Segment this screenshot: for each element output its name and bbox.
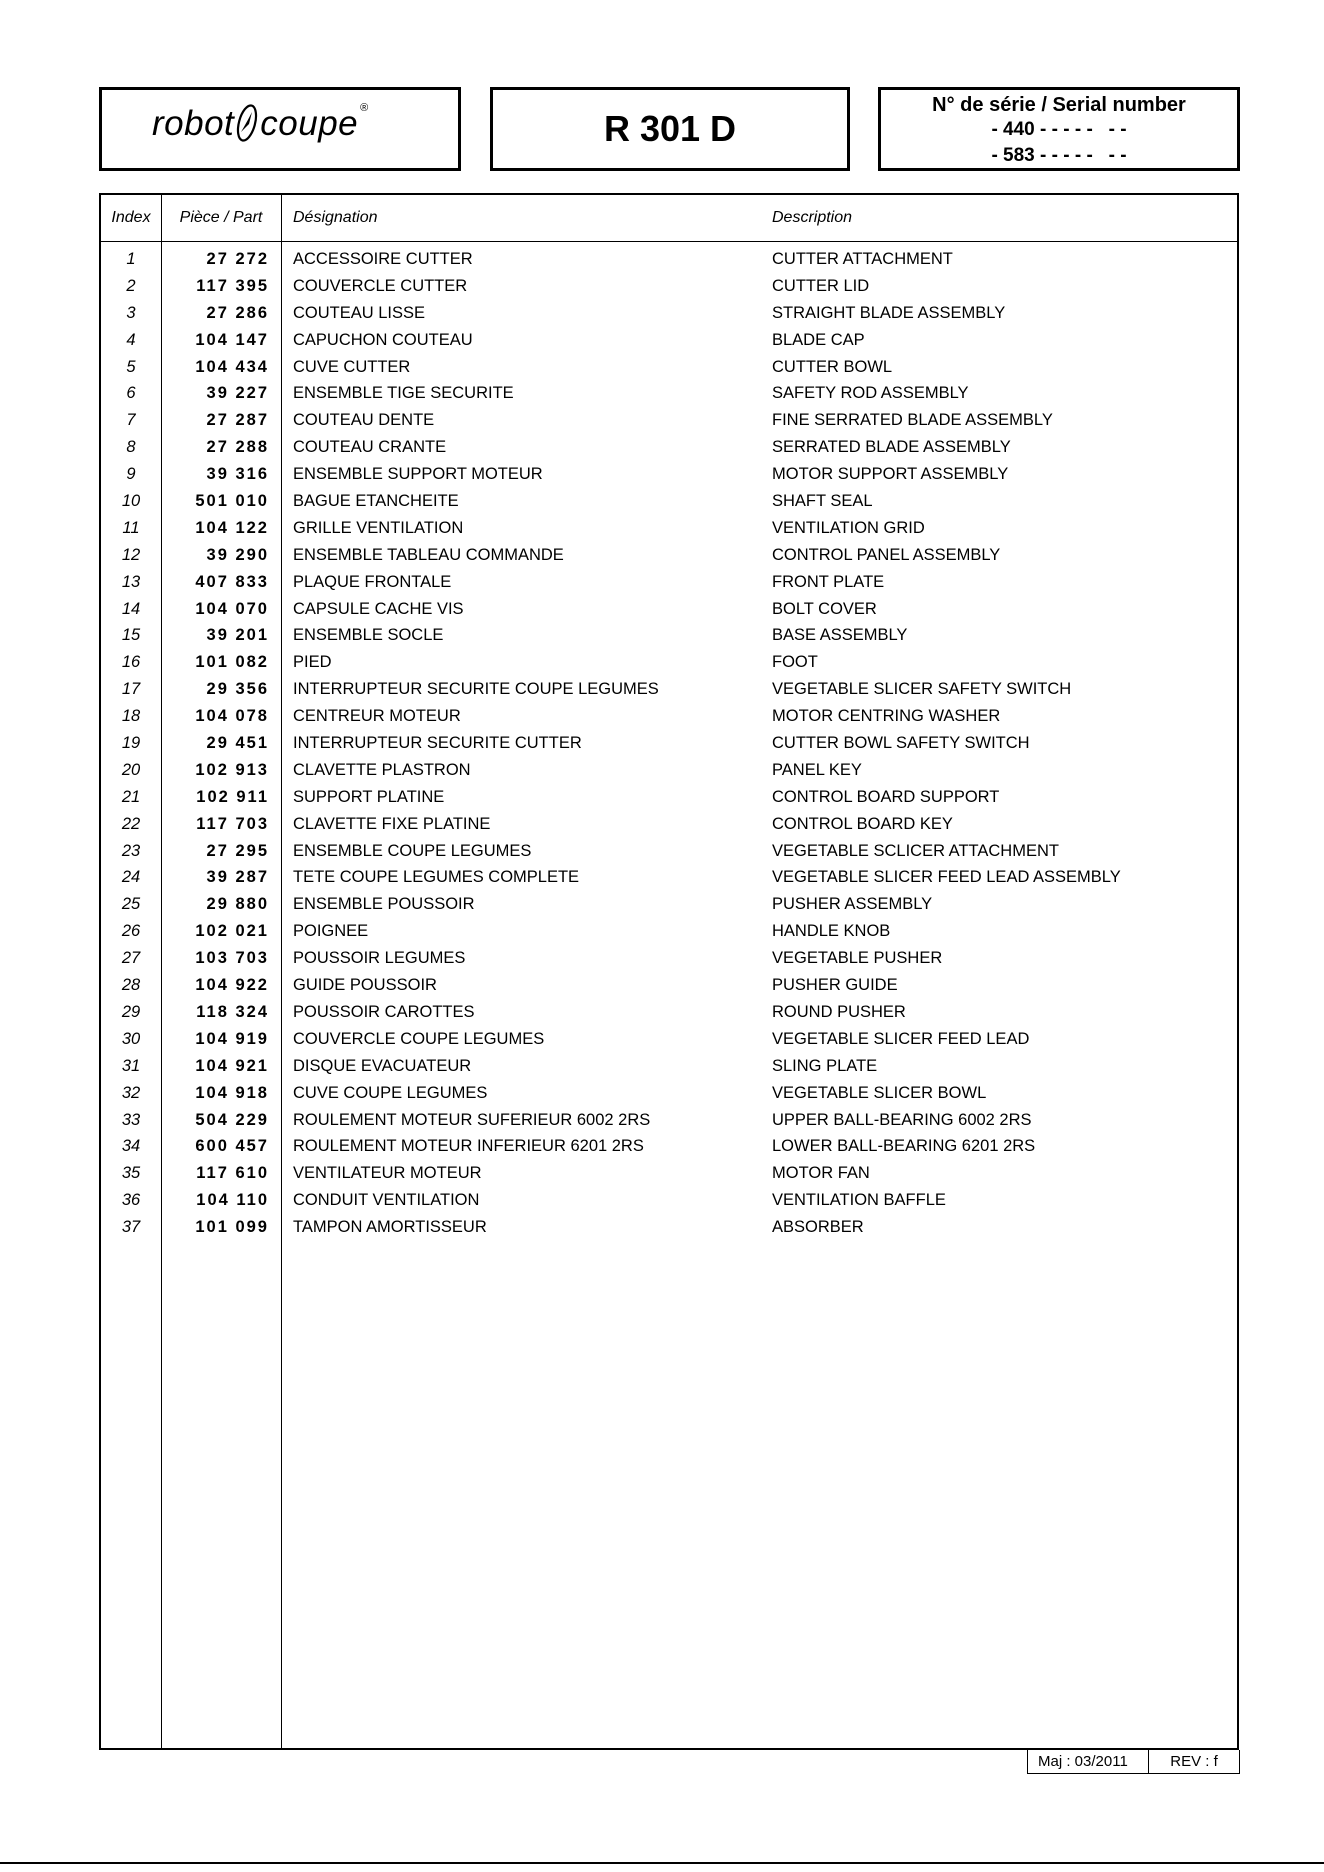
- designation-fr: GUIDE POUSSOIR: [293, 976, 437, 995]
- part-number: 104 070: [195, 599, 269, 618]
- table-row: [101, 971, 1237, 998]
- designation-fr: CENTREUR MOTEUR: [293, 707, 461, 726]
- header-divider: [101, 241, 1237, 242]
- row-index: 19: [121, 734, 141, 753]
- part-number: 101 082: [195, 653, 269, 672]
- table-row: [101, 783, 1237, 810]
- model-number: R 301 D: [603, 108, 737, 149]
- description-en: BLADE CAP: [772, 330, 865, 349]
- description-en: CONTROL BOARD SUPPORT: [772, 787, 1000, 806]
- part-number: 27 272: [206, 250, 269, 268]
- designation-fr: COUVERCLE CUTTER: [293, 276, 468, 295]
- designation-fr: TETE COUPE LEGUMES COMPLETE: [293, 868, 580, 887]
- part-number: 407 833: [195, 572, 269, 591]
- table-row: [101, 514, 1237, 541]
- part-number: 27 288: [206, 438, 269, 457]
- part-number: 102 021: [195, 922, 269, 941]
- part-number: 104 919: [195, 1029, 269, 1048]
- blade-swirl-icon: [232, 102, 262, 144]
- description-en: FOOT: [772, 653, 818, 672]
- serial-title: N° de série / Serial number: [932, 94, 1186, 116]
- part-number: 501 010: [195, 492, 269, 511]
- designation-fr: CUVE CUTTER: [293, 357, 411, 376]
- part-number: 118 324: [196, 1002, 269, 1021]
- table-row: [101, 1132, 1237, 1159]
- description-en: VEGETABLE SLICER FEED LEAD ASSEMBLY: [772, 868, 1121, 887]
- table-row: [101, 1186, 1237, 1213]
- registered-mark: ®: [360, 102, 369, 114]
- parts-table: [99, 193, 1239, 1750]
- row-index: 34: [121, 1137, 141, 1156]
- designation-fr: INTERRUPTEUR SECURITE CUTTER: [293, 734, 582, 753]
- table-row: [101, 353, 1237, 380]
- description-en: CONTROL PANEL ASSEMBLY: [772, 545, 1001, 564]
- table-row: [101, 1052, 1237, 1079]
- description-en: CUTTER ATTACHMENT: [772, 250, 953, 268]
- table-row: [101, 702, 1237, 729]
- row-index: 37: [121, 1218, 141, 1237]
- description-en: ROUND PUSHER: [772, 1002, 906, 1021]
- robot-coupe-logo: [152, 104, 369, 147]
- part-number: 104 921: [195, 1056, 269, 1075]
- row-index: 33: [121, 1110, 141, 1129]
- part-number: 600 457: [195, 1137, 269, 1156]
- description-en: CUTTER LID: [772, 276, 870, 295]
- designation-fr: POUSSOIR LEGUMES: [293, 949, 466, 968]
- table-row: [101, 1213, 1237, 1240]
- designation-fr: COUTEAU CRANTE: [293, 438, 447, 457]
- logo-box: [99, 87, 461, 171]
- table-row: [101, 917, 1237, 944]
- row-index: 27: [121, 949, 141, 968]
- row-index: 22: [121, 814, 141, 833]
- description-en: LOWER BALL-BEARING 6201 2RS: [772, 1137, 1036, 1156]
- description-en: BOLT COVER: [772, 599, 877, 618]
- description-en: MOTOR SUPPORT ASSEMBLY: [772, 465, 1009, 484]
- part-number: 117 703: [196, 814, 269, 833]
- part-number: 104 078: [195, 707, 269, 726]
- description-en: HANDLE KNOB: [772, 922, 891, 941]
- logo-text-left: robot: [152, 104, 235, 143]
- designation-fr: VENTILATEUR MOTEUR: [293, 1164, 482, 1183]
- model-box: [490, 87, 850, 171]
- designation-fr: CAPSULE CACHE VIS: [293, 599, 464, 618]
- designation-fr: ENSEMBLE POUSSOIR: [293, 895, 475, 914]
- table-row: [101, 299, 1237, 326]
- description-en: CUTTER BOWL: [772, 357, 893, 376]
- table-row: [101, 837, 1237, 864]
- row-index: 35: [121, 1164, 141, 1183]
- table-row: [101, 648, 1237, 675]
- table-row: [101, 379, 1237, 406]
- description-en: CUTTER BOWL SAFETY SWITCH: [772, 734, 1030, 753]
- row-index: 17: [121, 680, 141, 699]
- table-row: [101, 1159, 1237, 1186]
- row-index: 23: [121, 841, 141, 860]
- row-index: 11: [122, 518, 140, 537]
- row-index: 4: [126, 330, 136, 349]
- part-number: 104 918: [195, 1083, 269, 1102]
- part-number: 101 099: [195, 1218, 269, 1237]
- description-en: FRONT PLATE: [772, 572, 885, 591]
- table-row: [101, 460, 1237, 487]
- designation-fr: CONDUIT VENTILATION: [293, 1191, 480, 1210]
- part-number: 39 290: [206, 545, 269, 564]
- part-number: 104 147: [195, 330, 269, 349]
- part-number: 102 911: [196, 787, 269, 806]
- table-row: [101, 1025, 1237, 1052]
- part-number: 29 451: [206, 734, 269, 753]
- row-index: 13: [121, 572, 141, 591]
- description-en: SAFETY ROD ASSEMBLY: [772, 384, 969, 403]
- column-header-part: Pièce / Part: [179, 209, 263, 226]
- description-en: SERRATED BLADE ASSEMBLY: [772, 438, 1011, 457]
- row-index: 8: [126, 438, 136, 457]
- table-row: [101, 433, 1237, 460]
- designation-fr: ENSEMBLE SOCLE: [293, 626, 444, 645]
- row-index: 29: [121, 1002, 141, 1021]
- designation-fr: COUTEAU DENTE: [293, 411, 435, 430]
- description-en: ABSORBER: [772, 1218, 864, 1237]
- designation-fr: BAGUE ETANCHEITE: [293, 492, 459, 511]
- part-number: 27 286: [206, 303, 269, 322]
- row-index: 20: [121, 760, 141, 779]
- description-en: BASE ASSEMBLY: [772, 626, 908, 645]
- row-index: 24: [121, 868, 141, 887]
- part-number: 27 287: [206, 411, 269, 430]
- designation-fr: CLAVETTE FIXE PLATINE: [293, 814, 491, 833]
- description-en: SHAFT SEAL: [772, 492, 873, 511]
- part-number: 104 434: [195, 357, 269, 376]
- row-index: 30: [121, 1029, 141, 1048]
- table-row: [101, 756, 1237, 783]
- designation-fr: COUTEAU LISSE: [293, 303, 426, 322]
- row-index: 36: [121, 1191, 141, 1210]
- row-index: 7: [126, 411, 136, 430]
- description-en: VEGETABLE SLICER BOWL: [772, 1083, 987, 1102]
- table-row: [101, 406, 1237, 433]
- table-row: [101, 568, 1237, 595]
- row-index: 10: [121, 492, 141, 511]
- table-row: [101, 621, 1237, 648]
- part-number: 117 395: [196, 276, 269, 295]
- table-row: [101, 272, 1237, 299]
- table-row: [101, 675, 1237, 702]
- row-index: 26: [121, 922, 141, 941]
- column-header-description: Description: [772, 209, 853, 226]
- designation-fr: POUSSOIR CAROTTES: [293, 1002, 475, 1021]
- row-index: 1: [126, 250, 136, 268]
- part-number: 102 913: [195, 760, 269, 779]
- row-index: 15: [121, 626, 141, 645]
- description-en: VEGETABLE SLICER SAFETY SWITCH: [772, 680, 1072, 699]
- part-number: 29 356: [206, 680, 269, 699]
- row-index: 12: [121, 545, 141, 564]
- row-index: 9: [126, 465, 136, 484]
- update-date: Maj : 03/2011: [1028, 1750, 1149, 1773]
- row-index: 25: [121, 895, 141, 914]
- description-en: VEGETABLE SCLICER ATTACHMENT: [772, 841, 1059, 860]
- designation-fr: ACCESSOIRE CUTTER: [293, 250, 473, 268]
- designation-fr: INTERRUPTEUR SECURITE COUPE LEGUMES: [293, 680, 659, 699]
- description-en: STRAIGHT BLADE ASSEMBLY: [772, 303, 1006, 322]
- description-en: MOTOR CENTRING WASHER: [772, 707, 1001, 726]
- designation-fr: SUPPORT PLATINE: [293, 787, 445, 806]
- part-number: 39 201: [206, 626, 269, 645]
- designation-fr: CUVE COUPE LEGUMES: [293, 1083, 488, 1102]
- designation-fr: ENSEMBLE TIGE SECURITE: [293, 384, 514, 403]
- description-en: VEGETABLE PUSHER: [772, 949, 943, 968]
- designation-fr: PLAQUE FRONTALE: [293, 572, 452, 591]
- description-en: SLING PLATE: [772, 1056, 878, 1075]
- row-index: 32: [121, 1083, 141, 1102]
- description-en: CONTROL BOARD KEY: [772, 814, 953, 833]
- table-row: [101, 595, 1237, 622]
- row-index: 21: [121, 787, 141, 806]
- row-index: 2: [126, 276, 136, 295]
- row-index: 16: [121, 653, 141, 672]
- part-number: 39 287: [206, 868, 269, 887]
- row-index: 3: [126, 303, 136, 322]
- part-number: 39 227: [206, 384, 269, 403]
- designation-fr: ROULEMENT MOTEUR SUFERIEUR 6002 2RS: [293, 1110, 651, 1129]
- table-row: [101, 1106, 1237, 1133]
- revision-label: REV : f: [1170, 1753, 1218, 1770]
- designation-fr: TAMPON AMORTISSEUR: [293, 1218, 487, 1237]
- table-row: [101, 810, 1237, 837]
- description-en: VEGETABLE SLICER FEED LEAD: [772, 1029, 1030, 1048]
- description-en: PUSHER ASSEMBLY: [772, 895, 933, 914]
- table-row: [101, 245, 1237, 272]
- column-header-designation: Désignation: [293, 209, 378, 226]
- part-number: 504 229: [195, 1110, 269, 1129]
- row-index: 5: [126, 357, 136, 376]
- table-row: [101, 944, 1237, 971]
- table-row: [101, 541, 1237, 568]
- designation-fr: CLAVETTE PLASTRON: [293, 760, 471, 779]
- column-header-index: Index: [111, 209, 151, 226]
- designation-fr: GRILLE VENTILATION: [293, 518, 464, 537]
- part-number: 103 703: [195, 949, 269, 968]
- description-en: VENTILATION BAFFLE: [772, 1191, 946, 1210]
- designation-fr: ROULEMENT MOTEUR INFERIEUR 6201 2RS: [293, 1137, 644, 1156]
- row-index: 14: [121, 599, 141, 618]
- table-row: [101, 998, 1237, 1025]
- description-en: MOTOR FAN: [772, 1164, 870, 1183]
- designation-fr: CAPUCHON COUTEAU: [293, 330, 473, 349]
- description-en: UPPER BALL-BEARING 6002 2RS: [772, 1110, 1032, 1129]
- part-number: 29 880: [206, 895, 269, 914]
- serial-line: - 440 - - - - - - -: [991, 119, 1127, 140]
- revision-footer: [1027, 1750, 1240, 1774]
- part-number: 104 122: [195, 518, 269, 537]
- part-number: 104 110: [196, 1191, 269, 1210]
- designation-fr: ENSEMBLE TABLEAU COMMANDE: [293, 545, 564, 564]
- designation-fr: ENSEMBLE SUPPORT MOTEUR: [293, 465, 543, 484]
- description-en: VENTILATION GRID: [772, 518, 925, 537]
- row-index: 6: [126, 384, 136, 403]
- logo-text-right: coupe: [260, 104, 359, 143]
- part-number: 39 316: [206, 465, 269, 484]
- table-row: [101, 487, 1237, 514]
- row-index: 18: [121, 707, 141, 726]
- table-row: [101, 729, 1237, 756]
- page-bottom-rule: [0, 1862, 1324, 1864]
- description-en: PANEL KEY: [772, 760, 862, 779]
- table-row: [101, 890, 1237, 917]
- designation-fr: COUVERCLE COUPE LEGUMES: [293, 1029, 545, 1048]
- table-body: [101, 245, 1237, 1240]
- description-en: FINE SERRATED BLADE ASSEMBLY: [772, 411, 1053, 430]
- table-row: [101, 1079, 1237, 1106]
- part-number: 27 295: [206, 841, 269, 860]
- part-number: 104 922: [195, 976, 269, 995]
- designation-fr: ENSEMBLE COUPE LEGUMES: [293, 841, 532, 860]
- designation-fr: DISQUE EVACUATEUR: [293, 1056, 472, 1075]
- designation-fr: POIGNEE: [293, 922, 369, 941]
- description-en: PUSHER GUIDE: [772, 976, 898, 995]
- table-row: [101, 326, 1237, 353]
- designation-fr: PIED: [293, 653, 332, 672]
- row-index: 28: [121, 976, 141, 995]
- row-index: 31: [121, 1056, 141, 1075]
- serial-line: - 583 - - - - - - -: [991, 145, 1127, 166]
- part-number: 117 610: [196, 1164, 269, 1183]
- table-row: [101, 863, 1237, 890]
- serial-box: [878, 87, 1240, 171]
